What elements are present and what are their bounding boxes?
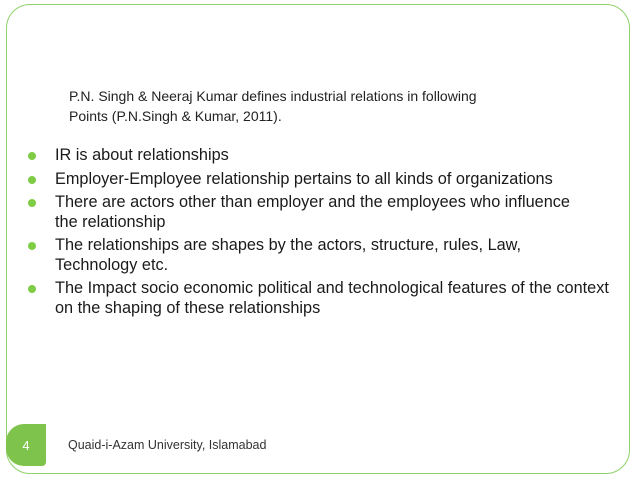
bullet-dot-icon xyxy=(28,285,36,293)
intro-text xyxy=(69,86,589,126)
bullet-item xyxy=(22,170,612,190)
bullet-text: IR is about relationships xyxy=(55,146,229,164)
bullet-text: The relationships are shapes by the actors, structure, rules, Law, Technology etc. xyxy=(55,236,522,274)
bullet-dot-icon xyxy=(28,152,36,160)
bullet-text: The Impact socio economic political and technological features of the context on the shaping of these relationships xyxy=(55,279,609,317)
bullet-dot-icon xyxy=(28,199,36,207)
page-number-badge xyxy=(6,424,46,466)
bullet-item xyxy=(22,236,612,275)
footer-institution: Quaid-i-Azam University, Islamabad xyxy=(68,438,267,452)
bullet-item xyxy=(22,193,612,232)
bullet-item xyxy=(22,146,612,166)
bullet-text: Employer-Employee relationship pertains to all kinds of organizations xyxy=(55,169,553,188)
bullet-text: There are actors other than employer and the employees who influence the relationship xyxy=(55,193,570,231)
bullet-dot-icon xyxy=(28,242,36,250)
bullet-dot-icon xyxy=(28,176,36,184)
bullet-list xyxy=(22,146,612,322)
page-number: 4 xyxy=(22,437,30,453)
bullet-item xyxy=(22,279,612,318)
intro-line-2: Points (P.N.Singh & Kumar, 2011). xyxy=(69,108,282,124)
intro-line-1: P.N. Singh & Neeraj Kumar defines industrial relations in following xyxy=(69,88,477,104)
